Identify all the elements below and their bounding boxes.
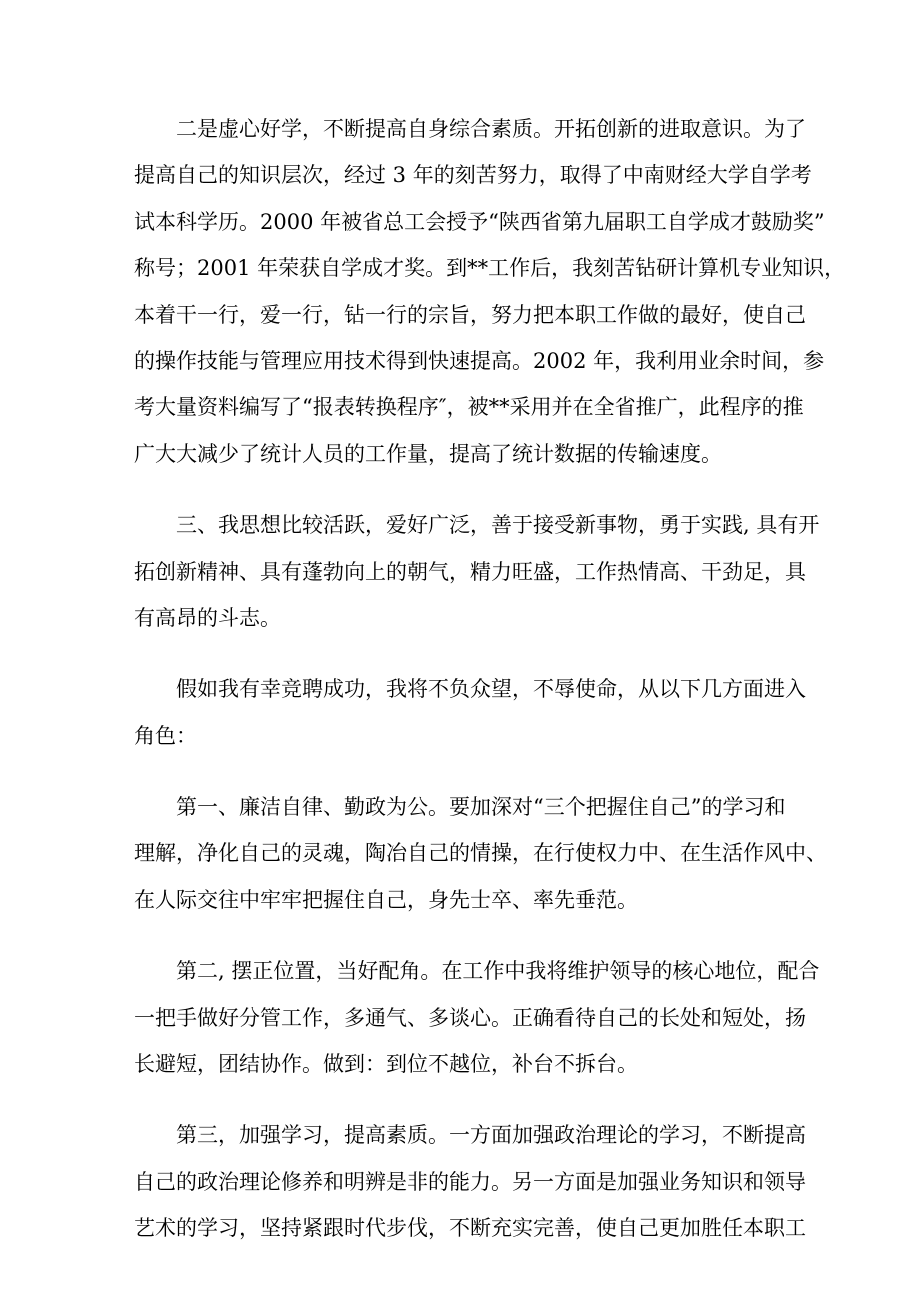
paragraph-active-thinking xyxy=(134,502,820,641)
text-line: 长避短，团结协作。做到：到位不越位，补台不拆台。 xyxy=(134,1052,638,1077)
text-line: 自己的政治理论修养和明辨是非的能力。另一方面是加强业务知识和领导 xyxy=(134,1169,806,1194)
text-line: 称号；2001 年荣获自学成才奖。到**工作后，我刻苦钻研计算机专业知识， xyxy=(134,256,846,281)
paragraph-point-two xyxy=(134,948,820,1087)
text-line: 三、我思想比较活跃，爱好广泛，善于接受新事物，勇于实践, 具有开 xyxy=(176,513,820,538)
text-line: 提高自己的知识层次，经过 3 年的刻苦努力，取得了中南财经大学自学考 xyxy=(134,163,812,188)
text-line: 广大大减少了统计人员的工作量，提高了统计数据的传输速度。 xyxy=(134,441,722,466)
text-line: 有高昂的斗志。 xyxy=(134,605,281,630)
text-line: 试本科学历。2000 年被省总工会授予“陕西省第九届职工自学成才鼓励奖” xyxy=(134,209,825,234)
text-line: 第三，加强学习，提高素质。一方面加强政治理论的学习，不断提高 xyxy=(176,1123,806,1148)
paragraph-self-study xyxy=(134,106,846,477)
text-line: 考大量资料编写了“报表转换程序″，被**采用并在全省推广，此程序的推 xyxy=(134,395,804,420)
paragraph-point-one xyxy=(134,784,827,923)
text-line: 艺术的学习，坚持紧跟时代步伐，不断充实完善，使自己更加胜任本职工 xyxy=(134,1216,806,1241)
text-line: 的操作技能与管理应用技术得到快速提高。2002 年，我利用业余时间，参 xyxy=(134,348,825,373)
text-line: 角色： xyxy=(134,723,197,748)
text-line: 本着干一行，爱一行，钻一行的宗旨，努力把本职工作做的最好，使自己 xyxy=(134,302,806,327)
text-line: 二是虚心好学，不断提高自身综合素质。开拓创新的进取意识。为了 xyxy=(176,117,806,141)
text-line: 第一、廉洁自律、勤政为公。要加深对“三个把握住自己”的学习和 xyxy=(176,795,786,820)
text-line: 第二, 摆正位置，当好配角。在工作中我将维护领导的核心地位，配合 xyxy=(176,959,820,984)
text-line: 理解，净化自己的灵魂，陶冶自己的情操，在行使权力中、在生活作风中、 xyxy=(134,841,827,866)
text-line: 假如我有幸竞聘成功，我将不负众望，不辱使命，从以下几方面进入 xyxy=(176,677,806,702)
paragraph-point-three xyxy=(134,1112,806,1251)
paragraph-if-successful xyxy=(134,666,806,759)
document-body xyxy=(134,106,846,1277)
text-line: 在人际交往中牢牢把握住自己，身先士卒、率先垂范。 xyxy=(134,887,638,912)
text-line: 拓创新精神、具有蓬勃向上的朝气，精力旺盛，工作热情高、干劲足，具 xyxy=(134,559,806,584)
text-line: 一把手做好分管工作，多通气、多谈心。正确看待自己的长处和短处，扬 xyxy=(134,1005,806,1030)
